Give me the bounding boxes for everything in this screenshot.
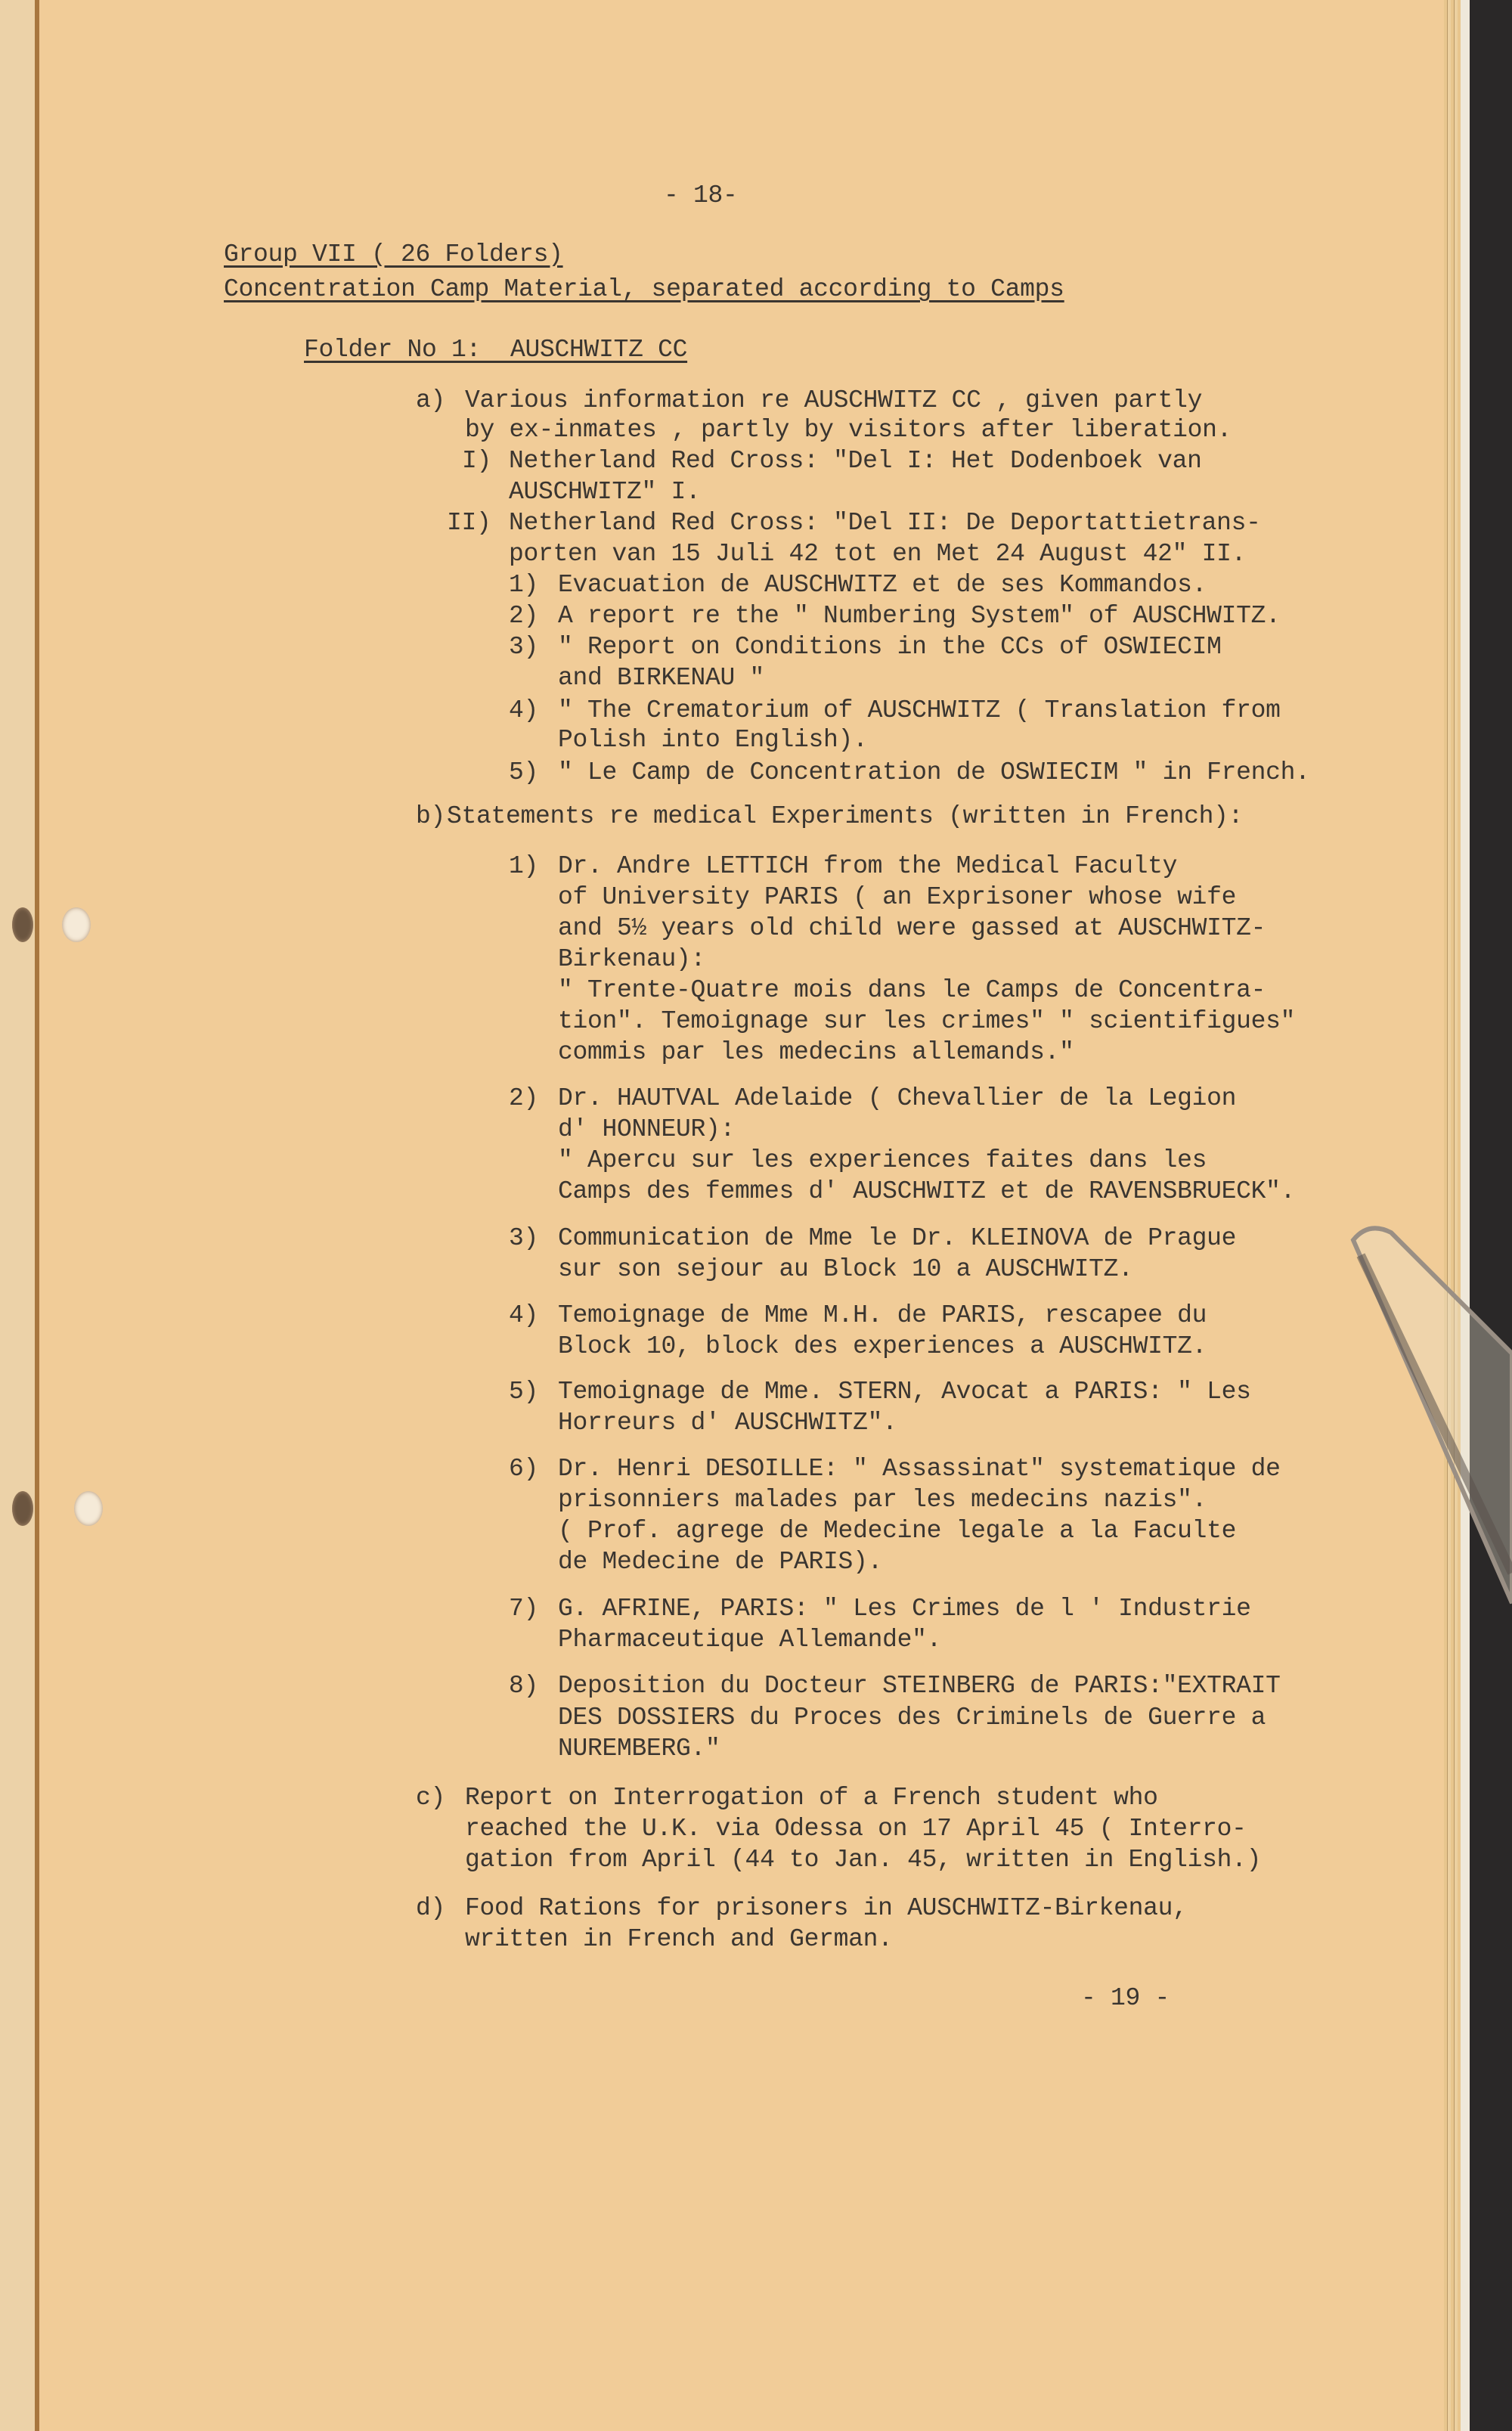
item-text: porten van 15 Juli 42 tot en Met 24 August 42" II. [509,540,1247,568]
item-text: A report re the " Numbering System" of AUSCHWITZ. [558,602,1281,630]
page-number-top: - 18- [664,181,738,209]
item-text: Report on Interrogation of a French student who [465,1784,1158,1812]
item-text: ( Prof. agrege de Medecine legale a la Faculte [558,1517,1237,1545]
item-label: c) [416,1784,446,1812]
item-text: Camps des femmes d' AUSCHWITZ et de RAVENSBRUECK". [558,1177,1296,1205]
item-label: 3) [509,1224,539,1252]
item-label: 8) [509,1672,539,1700]
item-text: NUREMBERG." [558,1735,720,1763]
item-text: Pharmaceutique Allemande". [558,1626,942,1654]
folder-heading: Folder No 1: AUSCHWITZ CC [304,336,688,364]
item-text: Communication de Mme le Dr. KLEINOVA de Prague [558,1224,1237,1252]
page-number-bottom: - 19 - [1081,1984,1170,2012]
item-label: 5) [509,758,539,786]
item-text: DES DOSSIERS du Proces des Criminels de Guerre a [558,1704,1266,1732]
item-label: d) [416,1894,446,1922]
group-heading: Group VII ( 26 Folders) [224,240,563,268]
item-text: prisonniers malades par les medecins nazis". [558,1486,1207,1514]
item-text: " The Crematorium of AUSCHWITZ ( Translation from [558,696,1281,724]
item-text: of University PARIS ( an Exprisoner whose wife [558,883,1237,911]
item-text: gation from April (44 to Jan. 45, written in English.) [465,1846,1262,1874]
item-text: " Trente-Quatre mois dans le Camps de Concentra- [558,976,1266,1004]
item-text: written in French and German. [465,1925,893,1953]
item-text: G. AFRINE, PARIS: " Les Crimes de l ' Industrie [558,1595,1251,1623]
item-label: 3) [509,633,539,661]
item-label: 7) [509,1595,539,1623]
item-text: Temoignage de Mme M.H. de PARIS, rescapee du [558,1301,1207,1329]
item-text: Netherland Red Cross: "Del I: Het Dodenboek van [509,447,1202,475]
item-text: sur son sejour au Block 10 a AUSCHWITZ. [558,1255,1133,1283]
item-label: 2) [509,1084,539,1112]
item-label: 4) [509,696,539,724]
item-text: Netherland Red Cross: "Del II: De Deportattietrans- [509,509,1261,537]
item-text: " Le Camp de Concentration de OSWIECIM " in French. [558,758,1310,786]
item-text: Block 10, block des experiences a AUSCHWITZ. [558,1332,1207,1360]
item-text: and BIRKENAU " [558,664,765,692]
item-label: 6) [509,1455,539,1483]
item-label: 1) [509,852,539,880]
item-label: 2) [509,602,539,630]
item-text: tion". Temoignage sur les crimes" " scientifigues" [558,1007,1296,1035]
item-text: " Report on Conditions in the CCs of OSWIECIM [558,633,1222,661]
item-label: 1) [509,571,539,599]
item-text: Birkenau): [558,945,706,973]
item-text: Polish into English). [558,726,868,754]
item-label: 4) [509,1301,539,1329]
item-text: by ex-inmates , partly by visitors after liberation. [465,416,1232,444]
item-label: b) [416,802,446,830]
item-text: reached the U.K. via Odessa on 17 April 45 ( Interro- [465,1815,1247,1843]
item-label: a) [416,386,446,414]
item-label: I) [462,447,492,475]
item-text: Dr. Andre LETTICH from the Medical Faculty [558,852,1178,880]
group-subtitle: Concentration Camp Material, separated according to Camps [224,275,1064,303]
item-text: d' HONNEUR): [558,1115,736,1143]
item-text: Temoignage de Mme. STERN, Avocat a PARIS: " Les [558,1378,1251,1406]
item-text: Various information re AUSCHWITZ CC , given partly [465,386,1203,414]
item-text: " Apercu sur les experiences faites dans les [558,1146,1207,1174]
item-text: Dr. HAUTVAL Adelaide ( Chevallier de la Legion [558,1084,1237,1112]
item-text: de Medecine de PARIS). [558,1548,883,1576]
item-text: Dr. Henri DESOILLE: " Assassinat" systematique de [558,1455,1281,1483]
item-text: AUSCHWITZ" I. [509,478,701,506]
item-label: II) [447,509,491,537]
item-label: 5) [509,1378,539,1406]
item-text: Horreurs d' AUSCHWITZ". [558,1409,897,1437]
item-text: Statements re medical Experiments (written in French): [447,802,1244,830]
item-text: commis par les medecins allemands." [558,1038,1074,1066]
item-text: Food Rations for prisoners in AUSCHWITZ-Birkenau, [465,1894,1188,1922]
item-text: Deposition du Docteur STEINBERG de PARIS:"EXTRAIT [558,1672,1281,1700]
item-text: Evacuation de AUSCHWITZ et de ses Kommandos. [558,571,1207,599]
item-text: and 5½ years old child were gassed at AUSCHWITZ- [558,914,1266,942]
